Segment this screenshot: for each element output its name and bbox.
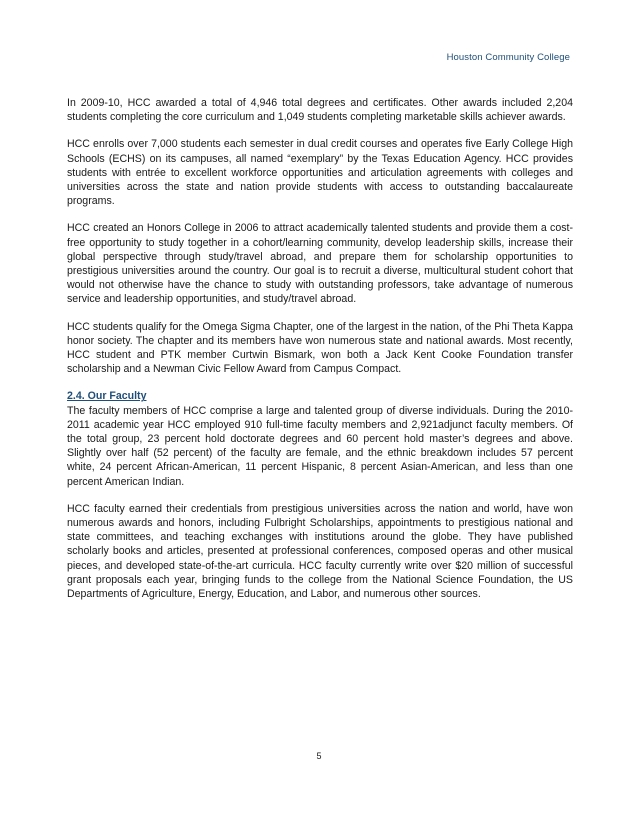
section-our-faculty bbox=[67, 389, 573, 601]
paragraph-phi-theta-kappa: HCC students qualify for the Omega Sigma Chapter, one of the largest in the nation, of the Phi Theta Kappa honor society. The chapter and its members have won numerous state and national awards. Most recently, HCC student and PTK member Curtwin Bismark, won both a Jack Kent Cooke Foundation transfer scholarship and a Newman Civic Fellow Award from Campus Compact. bbox=[67, 320, 573, 376]
document-body bbox=[67, 96, 573, 614]
page-number: 5 bbox=[316, 751, 322, 761]
running-header: Houston Community College bbox=[446, 52, 570, 63]
paragraph-honors-college: HCC created an Honors College in 2006 to attract academically talented students and provide them a cost-free opportunity to study together in a cohort/learning community, develop leadership skills, increase their global perspective through study/travel abroad, and prepare them for scholarship opportunities to prestigious universities around the country. Our goal is to recruit a diverse, multicultural student cohort that would not otherwise have the chance to study with outstanding professors, take advantage of numerous service and leadership opportunities, and study/travel abroad. bbox=[67, 222, 573, 306]
section-heading: 2.4. Our Faculty bbox=[67, 390, 147, 403]
paragraph-faculty-demographics: The faculty members of HCC comprise a large and talented group of diverse individuals. During the 2010-2011 academic year HCC employed 910 full-time faculty members and 2,921adjunct faculty members. Of the total group, 23 percent hold doctorate degrees and 60 percent hold master’s degrees and above. Slightly over half (52 percent) of the faculty are female, and the ethnic breakdown includes 57 percent white, 24 percent African-American, 11 percent Hispanic, 8 percent Asian-American, and less than one percent American Indian. bbox=[67, 404, 573, 488]
paragraph-faculty-credentials: HCC faculty earned their credentials from prestigious universities across the nation and world, have won numerous awards and honors, including Fulbright Scholarships, appointments to prestigious national and state committees, and teaching exchanges with institutions around the globe. They have published scholarly books and articles, presented at professional conferences, composed operas and other musical pieces, and developed state-of-the-art curricula. HCC faculty currently write over $20 million of successful grant proposals each year, bringing funds to the college from the National Science Foundation, the US Departments of Agriculture, Energy, Education, and Labor, and numerous other sources. bbox=[67, 502, 573, 601]
paragraph-dual-credit: HCC enrolls over 7,000 students each semester in dual credit courses and operates five Early College High Schools (ECHS) on its campuses, all named “exemplary” by the Texas Education Agency. HCC provides students with entrée to excellent workforce opportunities and articulation agreements with colleges and universities across the state and nation provide students with access to outstanding baccalaureate programs. bbox=[67, 138, 573, 208]
paragraph-degrees-awarded: In 2009-10, HCC awarded a total of 4,946 total degrees and certificates. Other awards included 2,204 students completing the core curriculum and 1,049 students completing marketable skills achiever awards. bbox=[67, 97, 573, 124]
